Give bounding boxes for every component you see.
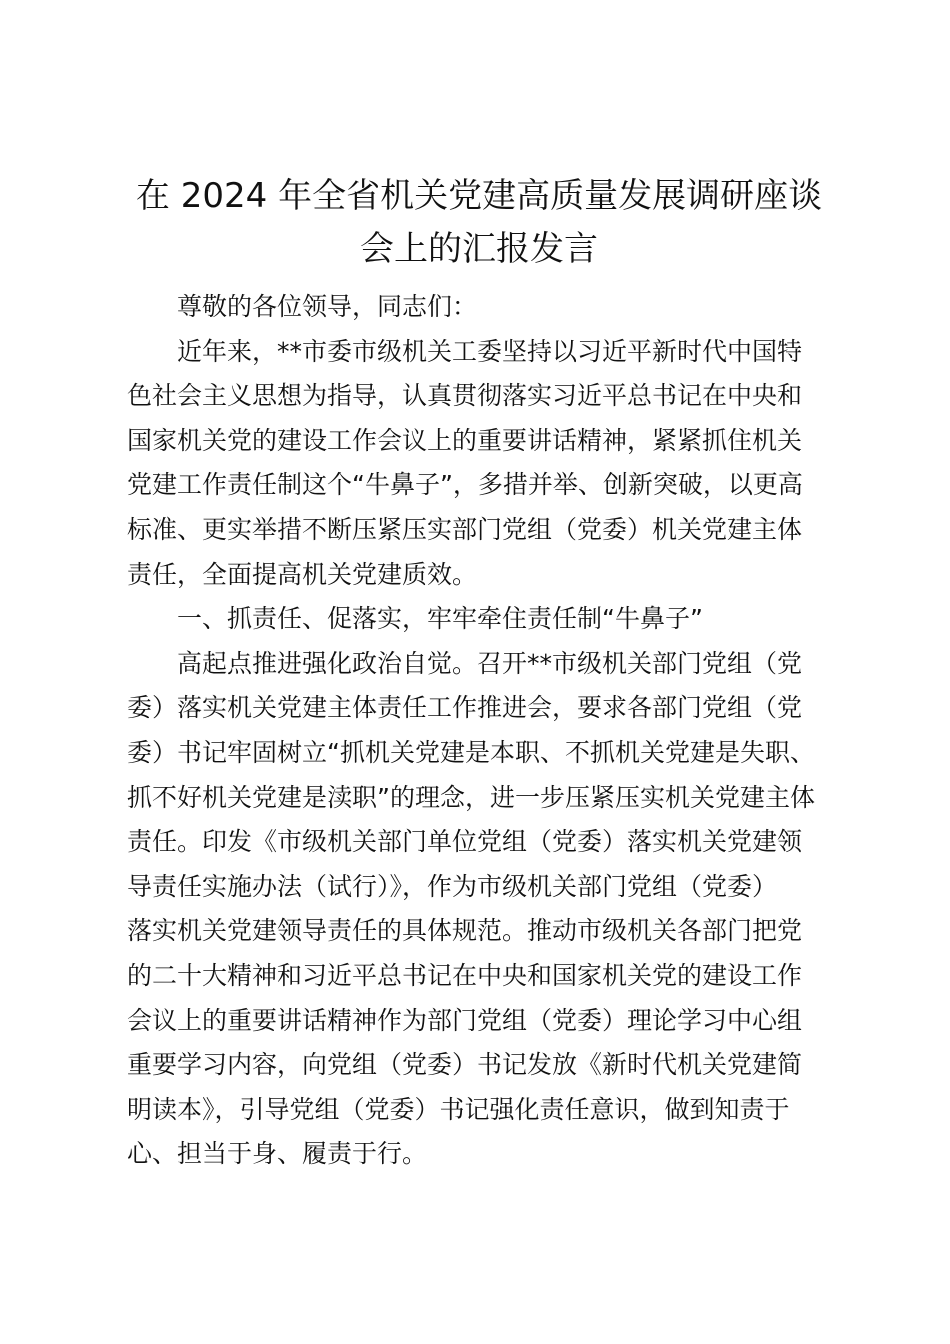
title-line-1: 在 2024 年全省机关党建高质量发展调研座谈 xyxy=(135,176,823,216)
paragraph-line: 国家机关党的建设工作会议上的重要讲话精神，紧紧抓住机关 xyxy=(127,425,803,455)
paragraph-line: 责任。印发《市级机关部门单位党组（党委）落实机关党建领 xyxy=(127,827,803,857)
greeting: 尊敬的各位领导，同志们： xyxy=(177,292,478,321)
paragraph-section1 xyxy=(127,642,831,1177)
paragraph-line: 党建工作责任制这个“牛鼻子”，多措并举、创新突破，以更高 xyxy=(127,470,803,500)
paragraph-line: 高起点推进强化政治自觉。召开**市级机关部门党组（党 xyxy=(177,648,803,678)
paragraph-line: 标准、更实举措不断压紧压实部门党组（党委）机关党建主体 xyxy=(127,514,803,544)
title-line-2: 会上的汇报发言 xyxy=(360,229,598,269)
paragraph-line: 落实机关党建领导责任的具体规范。推动市级机关各部门把党 xyxy=(127,916,803,946)
paragraph-line: 责任，全面提高机关党建质效。 xyxy=(127,559,478,589)
paragraph-line: 的二十大精神和习近平总书记在中央和国家机关党的建设工作 xyxy=(127,960,803,990)
paragraph-line: 委）书记牢固树立“抓机关党建是本职、不抓机关党建是失职、 xyxy=(127,737,815,767)
document-title xyxy=(127,170,831,276)
document-page xyxy=(127,170,831,1177)
paragraph-line: 导责任实施办法（试行）》，作为市级机关部门党组（党委） xyxy=(127,871,778,901)
paragraph-line: 近年来，**市委市级机关工委坚持以习近平新时代中国特 xyxy=(177,336,803,366)
paragraph-line: 会议上的重要讲话精神作为部门党组（党委）理论学习中心组 xyxy=(127,1005,803,1035)
paragraph-intro xyxy=(127,330,831,598)
paragraph-line: 心、担当于身、履责于行。 xyxy=(127,1139,428,1169)
paragraph-line: 委）落实机关党建主体责任工作推进会，要求各部门党组（党 xyxy=(127,693,803,723)
paragraph-line: 明读本》，引导党组（党委）书记强化责任意识，做到知责于 xyxy=(127,1094,790,1124)
paragraph-line: 色社会主义思想为指导，认真贯彻落实习近平总书记在中央和 xyxy=(127,381,803,411)
paragraph-line: 抓不好机关党建是渎职”的理念，进一步压紧压实机关党建主体 xyxy=(127,782,815,812)
section-heading: 一、抓责任、促落实，牢牢牵住责任制“牛鼻子” xyxy=(177,604,703,634)
paragraph-line: 重要学习内容，向党组（党委）书记发放《新时代机关党建简 xyxy=(127,1050,803,1080)
